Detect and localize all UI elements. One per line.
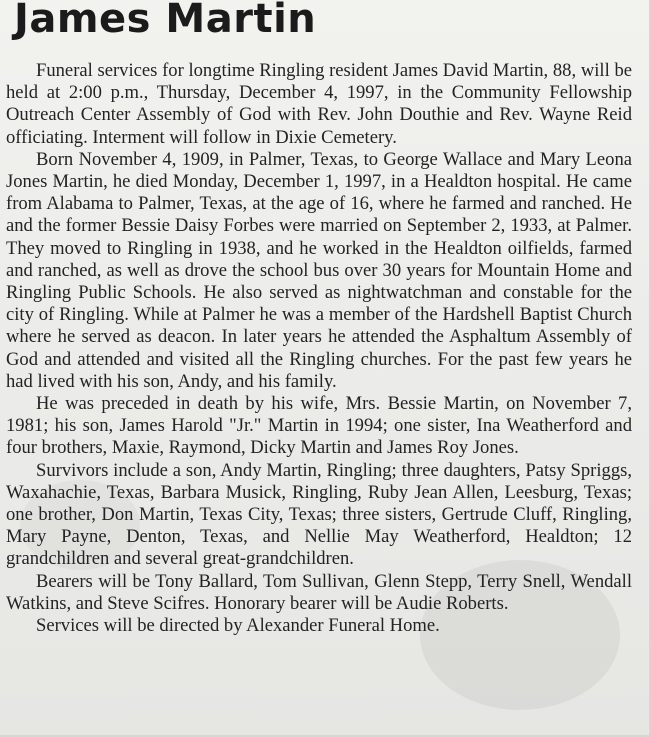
paragraph-bearers: Bearers will be Tony Ballard, Tom Sullivan, Glenn Stepp, Terry Snell, Wendall Watkins, and Steve Scifres. Honorary bearer will be Audie Roberts.: [6, 570, 632, 614]
paragraph-preceded-in-death: He was preceded in death by his wife, Mrs. Bessie Martin, on November 7, 1981; his son, James Harold "Jr." Martin in 1994; one sister, Ina Weatherford and four brothers, Maxie, Raymond, Dicky Martin and James Roy Jones.: [6, 393, 632, 459]
paragraph-funeral-services: Funeral services for longtime Ringling resident James David Martin, 88, will be held at 2:00 p.m., Thursday, December 4, 1997, in the Community Fellowship Outreach Center Assembly of God with Rev. John Douthie and Rev. Wayne Reid officiating. Interment will follow in Dixie Cemetery.: [6, 60, 632, 148]
obituary-body: [6, 60, 632, 637]
paragraph-biography: Born November 4, 1909, in Palmer, Texas, to George Wallace and Mary Leona Jones Martin, he died Monday, December 1, 1997, in a Healdton hospital. He came from Alabama to Palmer, Texas, at the age of 16, where he farmed and ranched. He and the former Bessie Daisy Forbes were married on September 2, 1933, at Palmer. They moved to Ringling in 1938, and he worked in the Healdton oilfields, farmed and ranched, as well as drove the school bus over 30 years for Mountain Home and Ringling Public Schools. He also served as nightwatchman and constable for the city of Ringling. While at Palmer he was a member of the Hardshell Baptist Church where he served as deacon. In later years he attended the Asphaltum Assembly of God and attended and visited all the Ringling churches. For the past few years he had lived with his son, Andy, and his family.: [6, 148, 632, 392]
obituary-headline: James Martin: [14, 0, 317, 42]
paragraph-funeral-home: Services will be directed by Alexander Funeral Home.: [36, 615, 440, 637]
paragraph-survivors: Survivors include a son, Andy Martin, Ringling; three daughters, Patsy Spriggs, Waxahachie, Texas, Barbara Musick, Ringling, Ruby Jean Allen, Leesburg, Texas; one brother, Don Martin, Texas City, Texas; three sisters, Gertrude Cluff, Ringling, Mary Payne, Denton, Texas, and Nellie May Weatherford, Healdton; 12 grandchildren and several great-grandchildren.: [6, 459, 632, 570]
